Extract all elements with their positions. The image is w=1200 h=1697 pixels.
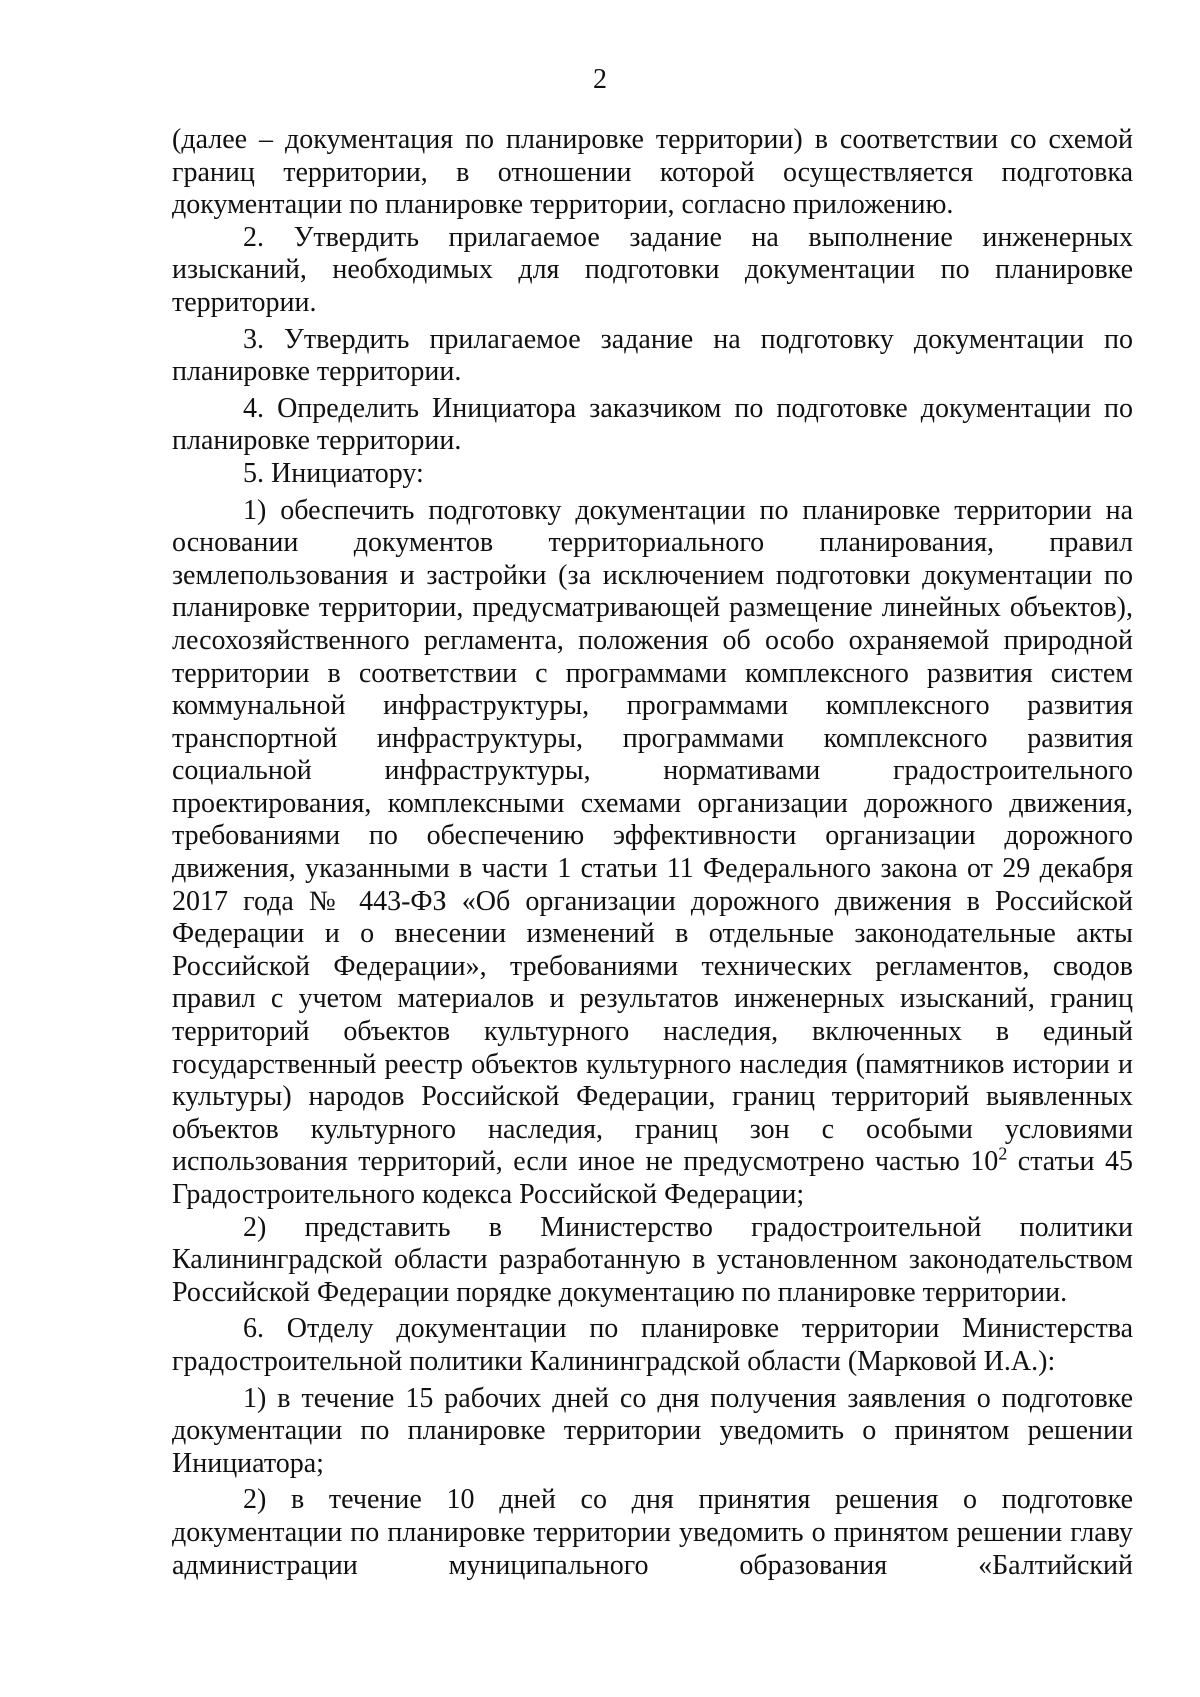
paragraph-continuation: (далее – документация по планировке территории) в соответствии со схемой границ территории, в отношении которой осуществляется подготовка документации по планировке территории, согласно приложению.: [172, 124, 1133, 221]
document-body: [172, 124, 1133, 1582]
paragraph-item-5: 5. Инициатору:: [243, 457, 424, 489]
paragraph-item-2: 2. Утвердить прилагаемое задание на выполнение инженерных изысканий, необходимых для подготовки документации по планировке территории.: [172, 221, 1133, 318]
paragraph-item-4: 4. Определить Инициатора заказчиком по подготовке документации по планировке территории.: [172, 392, 1133, 457]
paragraph-item-6: 6. Отделу документации по планировке территории Министерства градостроительной политики Калининградской области (Марковой И.А.):: [172, 1313, 1133, 1377]
paragraph-item-6-1: 1) в течение 15 рабочих дней со дня получения заявления о подготовке документации по планировке территории уведомить о принятом решении Инициатора;: [172, 1382, 1133, 1479]
paragraph-item-5-1: [172, 495, 1133, 1212]
paragraph-item-6-2: 2) в течение 10 дней со дня принятия решения о подготовке документации по планировке территории уведомить о принятом решении главу администрации муниципального образования «Балтийский: [172, 1484, 1133, 1581]
paragraph-item-5-2: 2) представить в Министерство градостроительной политики Калининградской области разработанную в установленном законодательством Российской Федерации порядке документацию по планировке территории.: [172, 1211, 1133, 1308]
superscript-2: 2: [998, 1144, 1008, 1165]
paragraph-item-5-1-text: 1) обеспечить подготовку документации по планировке территории на основании документов территориального планирования, правил землепользования и застройки (за исключением подготовки документации по планировке территории, предусматривающей размещение линейных объектов), лесохозяйственного регламента, положения об особо охраняемой природной территории в соответствии с программами комплексного развития систем коммунальной инфраструктуры, программами комплексного развития транспортной инфраструктуры, программами комплексного развития социальной инфраструктуры, нормативами градостроительного проектирования, комплексными схемами организации дорожного движения, требованиями по обеспечению эффективности организации дорожного движения, указанными в части 1 статьи 11 Федерального закона от 29 декабря 2017 года № 443-ФЗ «Об организации дорожного движения в Российской Федерации и о внесении изменений в отдельные законодательные акты Российской Федерации», требованиями технических регламентов, сводов правил с учетом материалов и результатов инженерных изысканий, границ территорий объектов культурного наследия, включенных в единый государственный реестр объектов культурного наследия (памятников истории и культуры) народов Российской Федерации, границ территорий выявленных объектов культурного наследия, границ зон с особыми условиями использования территорий, если иное не предусмотрено частью 10: [172, 494, 1133, 1178]
page-number: 2: [593, 64, 607, 95]
paragraph-item-3: 3. Утвердить прилагаемое задание на подготовку документации по планировке территории.: [172, 323, 1133, 388]
paragraph-item-5-1-tail: статьи 45 Градостроительного кодекса Российской Федерации;: [172, 1146, 1133, 1210]
